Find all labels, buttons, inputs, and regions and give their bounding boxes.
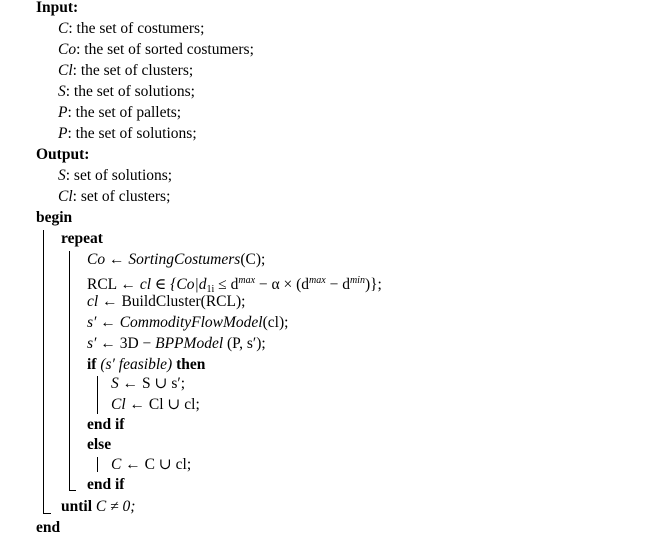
repeat-block-foot (69, 490, 76, 491)
line-if: if (s′ feasible) then (87, 356, 206, 373)
else-block-bar (97, 457, 98, 472)
input-item: Cl: the set of clusters; (58, 62, 194, 79)
then-block-bar (97, 376, 98, 414)
line-build-cluster: cl ← BuildCluster(RCL); (87, 293, 246, 310)
input-heading: Input: (36, 0, 79, 16)
begin-block-foot (43, 513, 51, 514)
output-item: S: set of solutions; (58, 167, 173, 184)
input-item: C: the set of costumers; (58, 20, 205, 37)
end-if-keyword: end if (87, 416, 125, 433)
begin-keyword: begin (36, 209, 73, 226)
line-then-s: S ← S ∪ s′; (111, 375, 186, 392)
line-rcl: RCL ← cl ∈ $\{Co|d_{1i} \le d^{max} - \alpha \times (d^{max} - d^{min})\}$; (87, 275, 382, 295)
end-keyword: end (36, 519, 61, 536)
line-until: until C ≠ 0; (61, 498, 136, 515)
repeat-block-bar (69, 251, 70, 491)
end-if-keyword: end if (87, 476, 125, 493)
input-item: P: the set of pallets; (58, 104, 182, 121)
input-item: P: the set of solutions; (58, 125, 197, 142)
line-bpp-model: s′ ← 3D − BPPModel (P, s′); (87, 335, 266, 352)
line-then-cl: Cl ← Cl ∪ cl; (111, 396, 200, 413)
else-keyword: else (87, 436, 112, 453)
repeat-keyword: repeat (61, 230, 103, 247)
begin-block-bar (43, 230, 44, 514)
line-else-c: C ← C ∪ cl; (111, 456, 192, 473)
input-item: S: the set of solutions; (58, 83, 195, 100)
output-item: Cl: set of clusters; (58, 188, 171, 205)
line-sorting: Co ← SortingCostumers(C); (87, 251, 266, 268)
input-item: Co: the set of sorted costumers; (58, 41, 254, 58)
output-heading: Output: (36, 146, 90, 163)
line-commodity-flow: s′ ← CommodityFlowModel(cl); (87, 314, 289, 331)
